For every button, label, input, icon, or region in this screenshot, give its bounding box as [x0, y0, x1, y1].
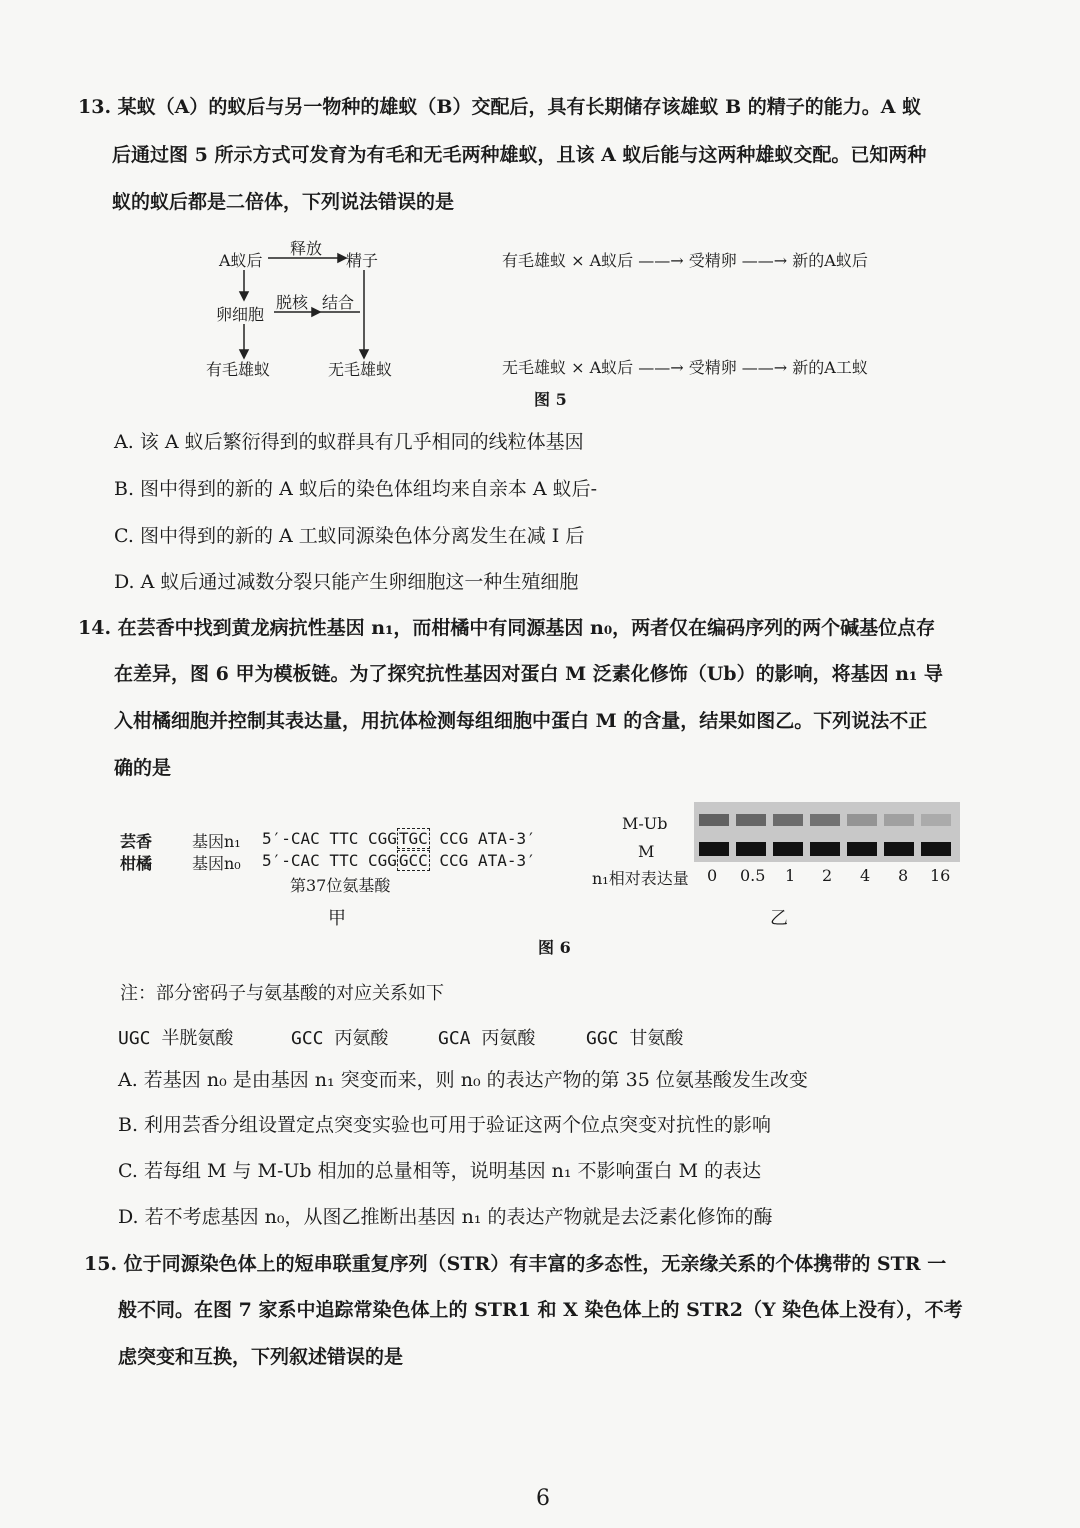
band-m-lane-6 — [884, 842, 914, 856]
fig6-label-yi: 乙 — [770, 908, 788, 929]
q15-line-3: 虑突变和互换，下列叙述错误的是 — [118, 1346, 404, 1368]
q13-line-1: 13. 某蚁（A）的蚁后与另一物种的雄蚁（B）交配后，具有长期储存该雄蚁 B 的精子的能力。A 蚁 — [78, 96, 922, 118]
seq1-right: CCG ATA-3′ — [439, 829, 536, 848]
fig5-sperm: 精子 — [346, 251, 379, 270]
fig6-plant-2: 柑橘 — [120, 854, 153, 873]
gel-expr-level: 0 — [707, 866, 718, 885]
fig5-a-queen: A蚁后 — [219, 251, 263, 270]
q13-line-2: 后通过图 5 所示方式可发育为有毛和无毛两种雄蚁，且该 A 蚁后能与这两种雄蚁交配。已知两种 — [112, 144, 927, 166]
fig5-combine: 结合 — [322, 293, 355, 312]
fig5-cross-1: 有毛雄蚁 × A蚁后 ——→ 受精卵 ——→ 新的A蚁后 — [502, 251, 868, 270]
gel-label-m: M — [638, 842, 655, 861]
q13-option-d: D. A 蚁后通过减数分裂只能产生卵细胞这一种生殖细胞 — [114, 571, 579, 593]
gel-expr-level: 0.5 — [740, 866, 766, 885]
fig5-cross-2: 无毛雄蚁 × A蚁后 ——→ 受精卵 ——→ 新的A工蚁 — [502, 358, 868, 377]
gel-label-mub: M-Ub — [622, 814, 668, 833]
seq2-boxed-codon: GCC — [398, 851, 428, 870]
gel-expr-level: 16 — [930, 866, 951, 885]
gel-expr-level: 4 — [860, 866, 871, 885]
band-m-lane-3 — [773, 842, 803, 856]
seq2-right: CCG ATA-3′ — [439, 851, 536, 870]
seq2-left: 5′-CAC TTC CGG — [262, 851, 397, 870]
fig6-gene-2: 基因n₀ — [192, 854, 241, 873]
codon-entry: UGC 半胱氨酸 — [118, 1028, 234, 1049]
q14-line-1: 14. 在芸香中找到黄龙病抗性基因 n₁，而柑橘中有同源基因 n₀，两者仅在编码序列的两个碱基位点存 — [78, 617, 936, 639]
band-mub-lane-4 — [810, 814, 840, 826]
fig6-plant-1: 芸香 — [120, 832, 153, 851]
band-mub-lane-7 — [921, 814, 951, 826]
band-mub-lane-6 — [884, 814, 914, 826]
seq1-boxed-codon: TGC — [398, 829, 428, 848]
q13-option-c: C. 图中得到的新的 A 工蚁同源染色体分离发生在减 I 后 — [114, 525, 585, 547]
q13-option-b: B. 图中得到的新的 A 蚁后的染色体组均来自亲本 A 蚁后- — [114, 478, 598, 500]
fig5-caption: 图 5 — [534, 390, 567, 409]
gel-expr-level: 8 — [898, 866, 909, 885]
band-m-lane-2 — [736, 842, 766, 856]
q14-note-title: 注：部分密码子与氨基酸的对应关系如下 — [120, 983, 444, 1004]
band-m-lane-1 — [699, 842, 729, 856]
gel-expr-level: 1 — [785, 866, 796, 885]
fig5-hairy-male: 有毛雄蚁 — [206, 360, 271, 379]
q14-line-2: 在差异，图 6 甲为模板链。为了探究抗性基因对蛋白 M 泛素化修饰（Ub）的影响，将基因 n₁ 导 — [114, 663, 943, 685]
fig6-label-jia: 甲 — [328, 908, 346, 929]
fig6-aa37: 第37位氨基酸 — [290, 876, 391, 895]
q14-line-3: 入柑橘细胞并控制其表达量，用抗体检测每组细胞中蛋白 M 的含量，结果如图乙。下列说法不正 — [114, 710, 928, 732]
q15-line-2: 般不同。在图 7 家系中追踪常染色体上的 STR1 和 X 染色体上的 STR2（Y 染色体上没有），不考 — [118, 1299, 963, 1321]
band-m-lane-7 — [921, 842, 951, 856]
western-blot-gel — [694, 802, 960, 862]
q14-option-a: A. 若基因 n₀ 是由基因 n₁ 突变而来，则 n₀ 的表达产物的第 35 位氨基酸发生改变 — [118, 1069, 808, 1091]
fig6-caption: 图 6 — [538, 938, 571, 957]
q15-line-1: 15. 位于同源染色体上的短串联重复序列（STR）有丰富的多态性，无亲缘关系的个体携带的 STR 一 — [84, 1253, 947, 1275]
band-mub-lane-3 — [773, 814, 803, 826]
fig5-release: 释放 — [290, 239, 323, 258]
page-number: 6 — [536, 1486, 550, 1511]
band-mub-lane-2 — [736, 814, 766, 826]
gel-expr-level: 2 — [822, 866, 833, 885]
fig5-hairless-male: 无毛雄蚁 — [328, 360, 393, 379]
q14-option-d: D. 若不考虑基因 n₀，从图乙推断出基因 n₁ 的表达产物就是去泛素化修饰的酶 — [118, 1206, 773, 1228]
q13-option-a: A. 该 A 蚁后繁衍得到的蚁群具有几乎相同的线粒体基因 — [114, 431, 584, 453]
q14-line-4: 确的是 — [114, 757, 172, 779]
fig6-seq-1 — [262, 829, 536, 848]
q13-line-3: 蚁的蚁后都是二倍体，下列说法错误的是 — [112, 191, 455, 213]
fig6-gene-1: 基因n₁ — [192, 832, 241, 851]
band-m-lane-4 — [810, 842, 840, 856]
codon-entry: GCC 丙氨酸 — [291, 1028, 389, 1049]
codon-entry: GCA 丙氨酸 — [438, 1028, 536, 1049]
fig6-seq-2 — [262, 851, 536, 870]
fig5-enucleate: 脱核 — [276, 293, 309, 312]
codon-entry: GGC 甘氨酸 — [586, 1028, 684, 1049]
band-mub-lane-1 — [699, 814, 729, 826]
band-mub-lane-5 — [847, 814, 877, 826]
q14-option-c: C. 若每组 M 与 M-Ub 相加的总量相等，说明基因 n₁ 不影响蛋白 M 的表达 — [118, 1160, 762, 1182]
seq1-left: 5′-CAC TTC CGG — [262, 829, 397, 848]
band-m-lane-5 — [847, 842, 877, 856]
gel-expr-label: n₁相对表达量 — [592, 869, 689, 888]
fig5-egg: 卵细胞 — [216, 305, 265, 324]
q14-option-b: B. 利用芸香分组设置定点突变实验也可用于验证这两个位点突变对抗性的影响 — [118, 1114, 772, 1136]
